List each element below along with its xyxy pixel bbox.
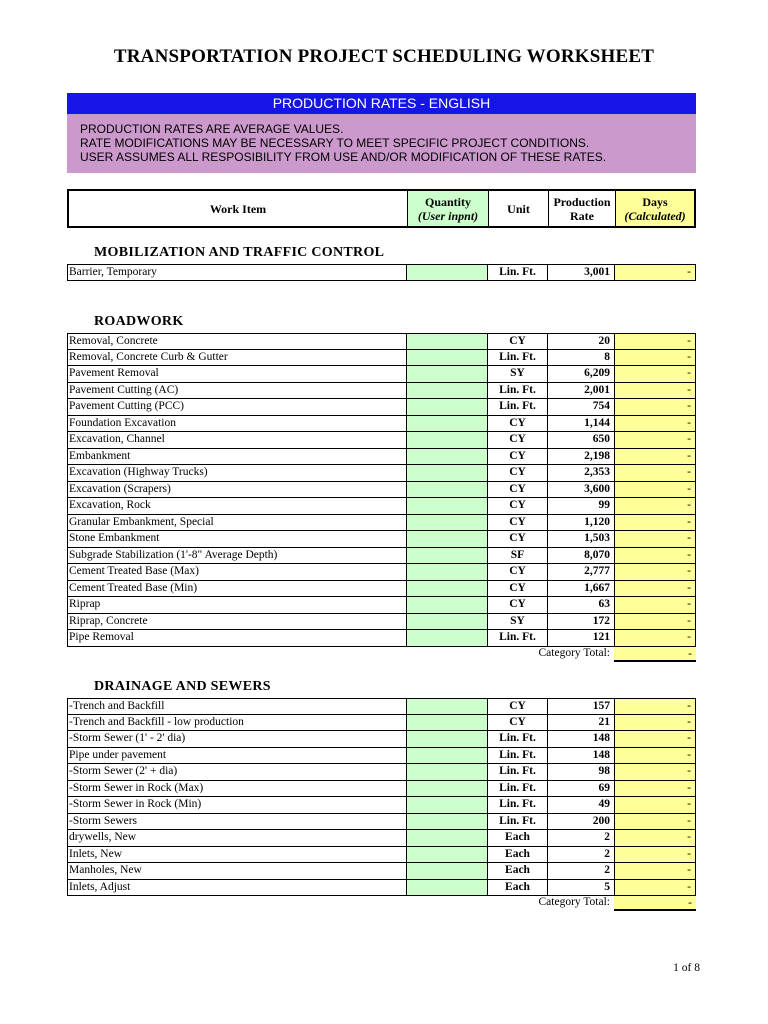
table-row (67, 383, 696, 400)
quantity-input-cell[interactable] (406, 432, 487, 448)
unit-cell: Each (487, 863, 547, 879)
work-item-cell: Cement Treated Base (Min) (67, 581, 406, 597)
work-item-cell: Foundation Excavation (67, 416, 406, 432)
unit-cell: SY (487, 366, 547, 382)
unit-cell: CY (487, 531, 547, 547)
days-cell: - (614, 699, 696, 714)
rate-cell: 49 (547, 797, 614, 813)
table-drainage (67, 698, 696, 896)
days-cell: - (614, 416, 696, 432)
work-item-cell: Excavation (Highway Trucks) (67, 465, 406, 481)
table-row (67, 465, 696, 482)
quantity-input-cell[interactable] (406, 265, 487, 280)
table-row (67, 863, 696, 880)
rate-cell: 8,070 (547, 548, 614, 564)
quantity-input-cell[interactable] (406, 515, 487, 531)
header-days-label: Days (642, 194, 668, 209)
days-cell: - (614, 515, 696, 531)
rate-cell: 1,144 (547, 416, 614, 432)
table-roadwork (67, 333, 696, 647)
quantity-input-cell[interactable] (406, 630, 487, 646)
rate-cell: 172 (547, 614, 614, 630)
unit-cell: Each (487, 847, 547, 863)
header-work-item: Work Item (69, 191, 408, 226)
table-row (67, 548, 696, 565)
table-row (67, 748, 696, 765)
work-item-cell: Pavement Removal (67, 366, 406, 382)
table-row (67, 630, 696, 647)
quantity-input-cell[interactable] (406, 334, 487, 349)
unit-cell: Lin. Ft. (487, 748, 547, 764)
quantity-input-cell[interactable] (406, 564, 487, 580)
header-rate-line1: Production (553, 194, 611, 209)
table-row (67, 564, 696, 581)
table-row (67, 847, 696, 864)
work-item-cell: Inlets, Adjust (67, 880, 406, 896)
unit-cell: Lin. Ft. (487, 383, 547, 399)
unit-cell: Lin. Ft. (487, 630, 547, 646)
table-row (67, 366, 696, 383)
days-cell: - (614, 797, 696, 813)
notice-line: PRODUCTION RATES ARE AVERAGE VALUES. (80, 122, 344, 136)
quantity-input-cell[interactable] (406, 781, 487, 797)
work-item-cell: Granular Embankment, Special (67, 515, 406, 531)
rate-cell: 8 (547, 350, 614, 366)
days-cell: - (614, 880, 696, 896)
category-total-drainage (480, 895, 696, 911)
quantity-input-cell[interactable] (406, 498, 487, 514)
page-title: TRANSPORTATION PROJECT SCHEDULING WORKSHEET (113, 46, 655, 67)
work-item-cell: -Storm Sewer in Rock (Min) (67, 797, 406, 813)
table-row (67, 830, 696, 847)
rate-cell: 2,777 (547, 564, 614, 580)
category-total-value: - (614, 895, 696, 911)
work-item-cell: drywells, New (67, 830, 406, 846)
section-title-mobilization: MOBILIZATION AND TRAFFIC CONTROL (94, 245, 385, 260)
table-row (67, 531, 696, 548)
days-cell: - (614, 449, 696, 465)
work-item-cell: Removal, Concrete (67, 334, 406, 349)
header-rate (549, 191, 616, 226)
section-banner: PRODUCTION RATES - ENGLISH (67, 93, 696, 114)
category-total-label: Category Total: (538, 647, 610, 659)
quantity-input-cell[interactable] (406, 715, 487, 731)
quantity-input-cell[interactable] (406, 731, 487, 747)
rate-cell: 69 (547, 781, 614, 797)
table-row (67, 482, 696, 499)
table-row (67, 498, 696, 515)
rate-cell: 148 (547, 731, 614, 747)
quantity-input-cell[interactable] (406, 581, 487, 597)
rate-cell: 157 (547, 699, 614, 714)
work-item-cell: Embankment (67, 449, 406, 465)
table-row (67, 764, 696, 781)
quantity-input-cell[interactable] (406, 548, 487, 564)
unit-cell: Lin. Ft. (487, 265, 547, 280)
table-mobilization (67, 264, 696, 281)
days-cell: - (614, 350, 696, 366)
rate-cell: 754 (547, 399, 614, 415)
work-item-cell: Inlets, New (67, 847, 406, 863)
unit-cell: CY (487, 449, 547, 465)
work-item-cell: Barrier, Temporary (67, 265, 406, 280)
quantity-input-cell[interactable] (406, 449, 487, 465)
table-row (67, 814, 696, 831)
work-item-cell: -Trench and Backfill - low production (67, 715, 406, 731)
days-cell: - (614, 265, 696, 280)
work-item-cell: Pipe Removal (67, 630, 406, 646)
work-item-cell: Riprap, Concrete (67, 614, 406, 630)
unit-cell: CY (487, 482, 547, 498)
table-row (67, 715, 696, 732)
rate-cell: 2,353 (547, 465, 614, 481)
unit-cell: Lin. Ft. (487, 350, 547, 366)
table-row (67, 781, 696, 798)
rate-cell: 2,198 (547, 449, 614, 465)
unit-cell: CY (487, 699, 547, 714)
rate-cell: 1,120 (547, 515, 614, 531)
rate-cell: 1,667 (547, 581, 614, 597)
notice-box (67, 114, 696, 173)
quantity-input-cell[interactable] (406, 830, 487, 846)
unit-cell: CY (487, 465, 547, 481)
rate-cell: 99 (547, 498, 614, 514)
rate-cell: 6,209 (547, 366, 614, 382)
work-item-cell: Pipe under pavement (67, 748, 406, 764)
work-item-cell: Excavation, Channel (67, 432, 406, 448)
unit-cell: CY (487, 597, 547, 613)
work-item-cell: -Storm Sewers (67, 814, 406, 830)
days-cell: - (614, 432, 696, 448)
days-cell: - (614, 715, 696, 731)
table-row (67, 432, 696, 449)
table-header (67, 189, 696, 228)
table-row (67, 449, 696, 466)
rate-cell: 148 (547, 748, 614, 764)
table-row (67, 399, 696, 416)
category-total-roadwork (480, 646, 696, 662)
days-cell: - (614, 614, 696, 630)
work-item-cell: Manholes, New (67, 863, 406, 879)
unit-cell: SF (487, 548, 547, 564)
table-row (67, 731, 696, 748)
category-total-label: Category Total: (538, 896, 610, 908)
quantity-input-cell[interactable] (406, 614, 487, 630)
work-item-cell: Riprap (67, 597, 406, 613)
days-cell: - (614, 383, 696, 399)
rate-cell: 200 (547, 814, 614, 830)
unit-cell: Lin. Ft. (487, 399, 547, 415)
days-cell: - (614, 334, 696, 349)
rate-cell: 2 (547, 863, 614, 879)
table-row (67, 797, 696, 814)
quantity-input-cell[interactable] (406, 699, 487, 714)
table-row (67, 614, 696, 631)
rate-cell: 2 (547, 847, 614, 863)
quantity-input-cell[interactable] (406, 847, 487, 863)
days-cell: - (614, 748, 696, 764)
quantity-input-cell[interactable] (406, 482, 487, 498)
days-cell: - (614, 564, 696, 580)
days-cell: - (614, 548, 696, 564)
quantity-input-cell[interactable] (406, 597, 487, 613)
quantity-input-cell[interactable] (406, 366, 487, 382)
days-cell: - (614, 465, 696, 481)
unit-cell: Lin. Ft. (487, 797, 547, 813)
days-cell: - (614, 814, 696, 830)
quantity-input-cell[interactable] (406, 416, 487, 432)
quantity-input-cell[interactable] (406, 748, 487, 764)
days-cell: - (614, 399, 696, 415)
rate-cell: 21 (547, 715, 614, 731)
quantity-input-cell[interactable] (406, 531, 487, 547)
unit-cell: Lin. Ft. (487, 764, 547, 780)
table-row (67, 581, 696, 598)
days-cell: - (614, 630, 696, 646)
table-row (67, 416, 696, 433)
days-cell: - (614, 482, 696, 498)
work-item-cell: Stone Embankment (67, 531, 406, 547)
days-cell: - (614, 847, 696, 863)
unit-cell: CY (487, 564, 547, 580)
days-cell: - (614, 731, 696, 747)
header-days-sub: (Calculated) (624, 208, 686, 223)
quantity-input-cell[interactable] (406, 465, 487, 481)
quantity-input-cell[interactable] (406, 880, 487, 896)
work-item-cell: Excavation (Scrapers) (67, 482, 406, 498)
table-row (67, 597, 696, 614)
quantity-input-cell[interactable] (406, 764, 487, 780)
unit-cell: CY (487, 581, 547, 597)
header-days (616, 191, 694, 226)
days-cell: - (614, 597, 696, 613)
table-row (67, 333, 696, 350)
quantity-input-cell[interactable] (406, 399, 487, 415)
rate-cell: 2,001 (547, 383, 614, 399)
work-item-cell: Pavement Cutting (PCC) (67, 399, 406, 415)
work-item-cell: -Storm Sewer (1' - 2' dia) (67, 731, 406, 747)
work-item-cell: Subgrade Stabilization (1'-8" Average Depth) (67, 548, 406, 564)
work-item-cell: -Storm Sewer (2' + dia) (67, 764, 406, 780)
table-row (67, 515, 696, 532)
rate-cell: 2 (547, 830, 614, 846)
unit-cell: Each (487, 830, 547, 846)
unit-cell: Each (487, 880, 547, 896)
header-unit: Unit (489, 191, 549, 226)
notice-line: RATE MODIFICATIONS MAY BE NECESSARY TO MEET SPECIFIC PROJECT CONDITIONS. (80, 136, 590, 150)
work-item-cell: Pavement Cutting (AC) (67, 383, 406, 399)
table-row (67, 264, 696, 281)
days-cell: - (614, 781, 696, 797)
quantity-input-cell[interactable] (406, 383, 487, 399)
page-number: 1 of 8 (673, 962, 700, 974)
days-cell: - (614, 366, 696, 382)
work-item-cell: Removal, Concrete Curb & Gutter (67, 350, 406, 366)
work-item-cell: Excavation, Rock (67, 498, 406, 514)
rate-cell: 20 (547, 334, 614, 349)
quantity-input-cell[interactable] (406, 350, 487, 366)
work-item-cell: -Trench and Backfill (67, 699, 406, 714)
unit-cell: CY (487, 432, 547, 448)
quantity-input-cell[interactable] (406, 863, 487, 879)
days-cell: - (614, 498, 696, 514)
unit-cell: CY (487, 334, 547, 349)
notice-line: USER ASSUMES ALL RESPOSIBILITY FROM USE AND/OR MODIFICATION OF THESE RATES. (80, 150, 607, 164)
days-cell: - (614, 531, 696, 547)
table-row (67, 698, 696, 715)
rate-cell: 3,600 (547, 482, 614, 498)
quantity-input-cell[interactable] (406, 814, 487, 830)
rate-cell: 5 (547, 880, 614, 896)
days-cell: - (614, 863, 696, 879)
unit-cell: Lin. Ft. (487, 814, 547, 830)
header-quantity-label: Quantity (424, 194, 471, 209)
days-cell: - (614, 581, 696, 597)
unit-cell: CY (487, 515, 547, 531)
section-title-roadwork: ROADWORK (94, 314, 184, 329)
table-row (67, 880, 696, 897)
rate-cell: 1,503 (547, 531, 614, 547)
header-rate-line2: Rate (570, 208, 594, 223)
table-row (67, 350, 696, 367)
section-title-drainage: DRAINAGE AND SEWERS (94, 679, 271, 694)
rate-cell: 121 (547, 630, 614, 646)
rate-cell: 98 (547, 764, 614, 780)
header-quantity-sub: (User inpnt) (417, 208, 479, 223)
days-cell: - (614, 764, 696, 780)
unit-cell: CY (487, 416, 547, 432)
rate-cell: 63 (547, 597, 614, 613)
unit-cell: Lin. Ft. (487, 781, 547, 797)
unit-cell: CY (487, 715, 547, 731)
unit-cell: CY (487, 498, 547, 514)
days-cell: - (614, 830, 696, 846)
work-item-cell: Cement Treated Base (Max) (67, 564, 406, 580)
quantity-input-cell[interactable] (406, 797, 487, 813)
unit-cell: SY (487, 614, 547, 630)
rate-cell: 3,001 (547, 265, 614, 280)
category-total-value: - (614, 646, 696, 662)
header-quantity (408, 191, 489, 226)
rate-cell: 650 (547, 432, 614, 448)
work-item-cell: -Storm Sewer in Rock (Max) (67, 781, 406, 797)
unit-cell: Lin. Ft. (487, 731, 547, 747)
